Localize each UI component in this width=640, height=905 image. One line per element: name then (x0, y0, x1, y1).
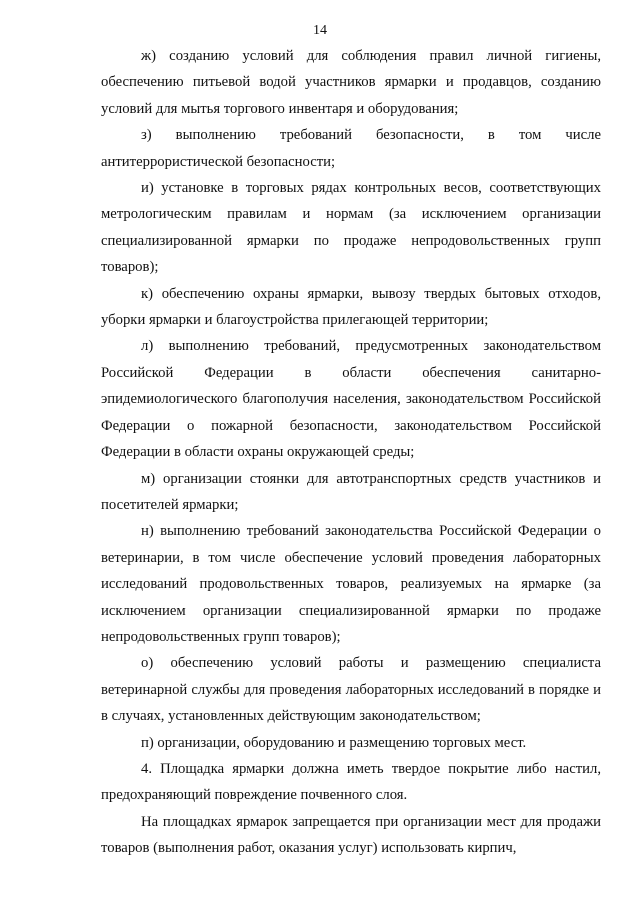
paragraph-i-scales: и) установке в торговых рядах контрольных весов, соответствующих метрологическим правилам и нормам (за исключением организации специализированной ярмарки по продаже непродовольственных групп товаров); (101, 180, 601, 276)
paragraph-z-security: з) выполнению требований безопасности, в том числе антитеррористической безопасности; (101, 127, 601, 170)
paragraph-o-vet-specialist: о) обеспечению условий работы и размещению специалиста ветеринарной службы для проведения лабораторных исследований в порядке и в случаях, установленных действующим законодательством; (101, 655, 601, 725)
paragraph-4-surface: 4. Площадка ярмарки должна иметь твердое покрытие либо настил, предохраняющий повреждение почвенного слоя. (101, 760, 601, 804)
paragraph-m-parking: м) организации стоянки для автотранспортных средств участников и посетителей ярмарки; (101, 470, 601, 513)
paragraph-prohibition: На площадках ярмарок запрещается при организации мест для продажи товаров (выполнения работ, оказания услуг) использовать кирпич, (101, 813, 601, 857)
paragraph-p-trade-places: п) организации, оборудованию и размещению торговых мест. (141, 734, 527, 751)
paragraph-n-veterinary: н) выполнению требований законодательства Российской Федерации о ветеринарии, в том числе обеспечение условий проведения лабораторных исследований продовольственных товаров, реализуемых на ярмарке (за исключением организации специализированной ярмарки по продаже непродовольственных групп товаров); (101, 523, 601, 645)
paragraph-l-legislation: л) выполнению требований, предусмотренных законодательством Российской Федерации в области обеспечения санитарно-эпидемиологического благополучия населения, законодательством Российской Федерации о пожарной безопасности, законодательством Российской Федерации в области охраны окружающей среды; (101, 338, 601, 461)
document-body (101, 43, 601, 862)
paragraph-k-guarding: к) обеспечению охраны ярмарки, вывозу твердых бытовых отходов, уборки ярмарки и благоустройства прилегающей территории; (101, 285, 601, 329)
page-number: 14 (313, 23, 327, 38)
paragraph-zh-hygiene: ж) созданию условий для соблюдения правил личной гигиены, обеспечению питьевой водой участников ярмарки и продавцов, созданию условий для мытья торгового инвентаря и оборудования; (101, 48, 601, 117)
